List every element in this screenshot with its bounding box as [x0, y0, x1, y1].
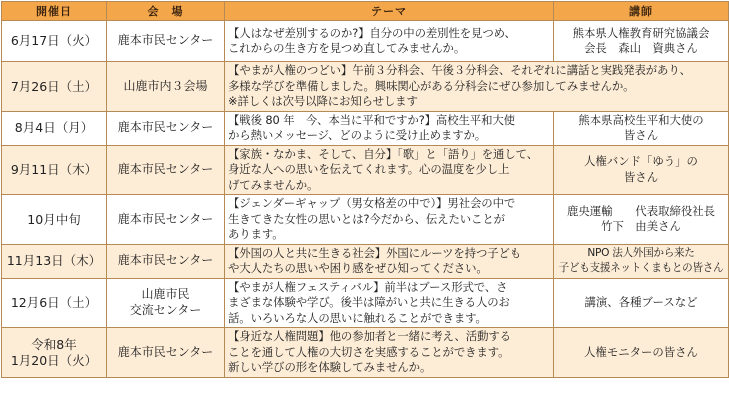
venue-cell: 山鹿市民 交流センター	[107, 278, 225, 328]
table-row	[2, 145, 729, 195]
header-theme: テーマ	[225, 2, 554, 21]
venue-cell: 鹿本市民センター	[107, 328, 225, 378]
date-cell: 令和8年 1月20日（火）	[2, 328, 107, 378]
theme-cell: 【外国の人と共に生きる社会】外国にルーツを持つ子ども や大人たちの思いや困り感をぜひ知ってください。	[225, 244, 554, 278]
venue-cell: 山鹿市内３会場	[107, 62, 225, 112]
venue-cell: 鹿本市民センター	[107, 145, 225, 195]
header-row	[2, 2, 729, 21]
table-row	[2, 328, 729, 378]
date-cell: 10月中旬	[2, 195, 107, 245]
theme-cell: 【やまが人権フェスティバル】前半はブース形式で、さ まざまな体験や学び。後半は障がいと共に生きる人のお 話。いろいろな人の思いに触れることができます。	[225, 278, 554, 328]
venue-cell: 鹿本市民センター	[107, 195, 225, 245]
speaker-cell: 鹿央運輸 代表取締役社長 竹下 由美さん	[554, 195, 729, 245]
speaker-cell: 人権バンド「ゆう」の 皆さん	[554, 145, 729, 195]
theme-cell: 【身近な人権問題】他の参加者と一緒に考え、活動する ことを通して人権の大切さを実感することができます。 新しい学びの形を体験してみませんか。	[225, 328, 554, 378]
theme-cell: 【やまが人権のつどい】午前３分科会、午後３分科会、それぞれに講話と実践発表があり、 多様な学びを準備しました。興味関心がある分科会にぜひ参加してみませんか。 ※詳しくは次号以降にお知らせします	[225, 62, 729, 112]
theme-cell: 【人はなぜ差別するのか?】自分の中の差別性を見つめ、 これからの生き方を見つめ直してみませんか。	[225, 21, 554, 62]
date-cell: 6月17日（火）	[2, 21, 107, 62]
speaker-cell: 熊本県人権教育研究協議会 会長 森山 資典さん	[554, 21, 729, 62]
theme-cell: 【ジェンダーギャップ（男女格差の中で）】男社会の中で 生きてきた女性の思いとは?今だから、伝えたいことが あります。	[225, 195, 554, 245]
table-row	[2, 111, 729, 145]
header-speaker: 講師	[554, 2, 729, 21]
speaker-cell: 講演、各種ブースなど	[554, 278, 729, 328]
table-row	[2, 278, 729, 328]
venue-cell: 鹿本市民センター	[107, 21, 225, 62]
speaker-cell: NPO 法人外国から来た 子ども支援ネットくまもとの皆さん	[554, 244, 729, 278]
table-row	[2, 244, 729, 278]
table-row	[2, 62, 729, 112]
venue-cell: 鹿本市民センター	[107, 244, 225, 278]
speaker-cell: 人権モニターの皆さん	[554, 328, 729, 378]
speaker-cell: 熊本県高校生平和大使の 皆さん	[554, 111, 729, 145]
table-row	[2, 21, 729, 62]
date-cell: 9月11日（木）	[2, 145, 107, 195]
theme-cell: 【戦後 80 年 今、本当に平和ですか?】高校生平和大使 から熱いメッセージ、どのように受け止めますか。	[225, 111, 554, 145]
header-venue: 会 場	[107, 2, 225, 21]
date-cell: 7月26日（土）	[2, 62, 107, 112]
date-cell: 11月13日（木）	[2, 244, 107, 278]
date-cell: 12月6日（土）	[2, 278, 107, 328]
theme-cell: 【家族・なかま、そして、自分】「歌」と「語り」を通して、 身近な人への思いを伝えてくれます。心の温度を少し上 げてみませんか。	[225, 145, 554, 195]
date-cell: 8月4日（月）	[2, 111, 107, 145]
table-row	[2, 195, 729, 245]
header-date: 開催日	[2, 2, 107, 21]
venue-cell: 鹿本市民センター	[107, 111, 225, 145]
schedule-table	[1, 1, 729, 378]
